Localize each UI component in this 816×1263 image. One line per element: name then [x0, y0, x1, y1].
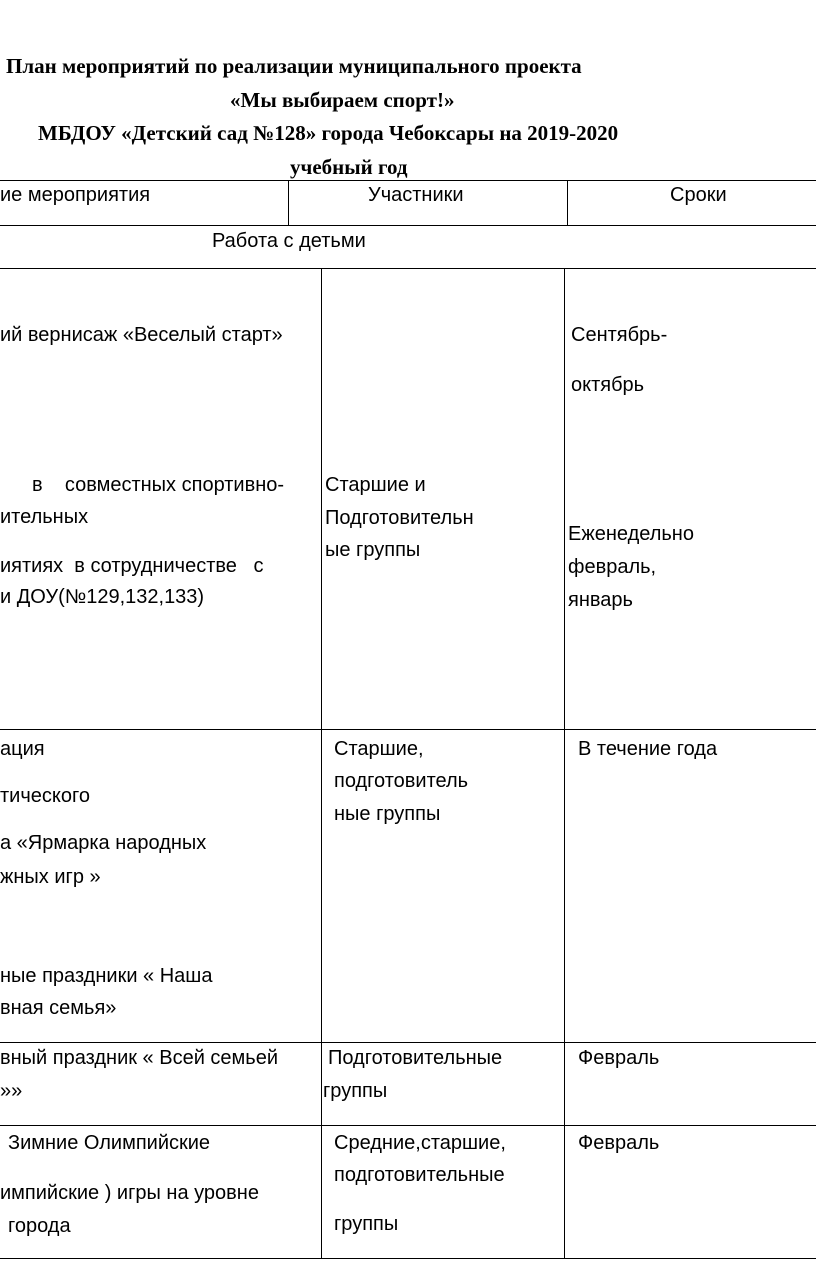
row1-name-5: и ДОУ(№129,132,133) [0, 586, 205, 608]
row2-dates-1: В течение года [578, 738, 718, 760]
row3-participants-1: Подготовительные [328, 1047, 503, 1069]
row1-name-1: ий вернисаж «Веселый старт» [0, 324, 283, 346]
row1-dates-3: Еженедельно [568, 523, 694, 545]
header-participants: Участники [368, 184, 464, 206]
row3-name-1: вный праздник « Всей семьей [0, 1047, 279, 1069]
row2-participants-1: Старшие, [334, 738, 424, 760]
header-dates: Сроки [670, 184, 727, 206]
row3-dates-1: Февраль [578, 1047, 660, 1069]
row4-name-1: Зимние Олимпийские [8, 1132, 211, 1154]
document-title-line-4: учебный год [290, 155, 408, 179]
row1-dates-2: октябрь [571, 374, 645, 396]
document-title-line-2: «Мы выбираем спорт!» [230, 88, 455, 112]
row2-name-4: жных игр » [0, 866, 101, 888]
row3-participants-2: группы [323, 1080, 388, 1102]
row4-name-3: города [8, 1215, 71, 1237]
section-children-work: Работа с детьми [212, 230, 366, 252]
row2-name-3: а «Ярмарка народных [0, 832, 207, 854]
row1-participants-3: ые группы [325, 539, 421, 561]
row1-participants-2: Подготовительн [325, 507, 474, 529]
header-name: ие мероприятия [0, 184, 151, 206]
row1-dates-1: Сентябрь- [571, 324, 668, 346]
row1-participants-1: Старшие и [325, 474, 426, 496]
document-title-line-1: План мероприятий по реализации муниципального проекта [6, 54, 582, 78]
row1-name-2: в совместных спортивно- [32, 474, 285, 496]
row1-dates-4: февраль, [568, 556, 657, 578]
row3-name-2: »» [0, 1080, 23, 1102]
row2-name-6: вная семья» [0, 997, 117, 1019]
row4-participants-3: группы [334, 1213, 399, 1235]
row4-name-2: импийские ) игры на уровне [0, 1182, 259, 1204]
document-title-line-3: МБДОУ «Детский сад №128» города Чебоксары на 2019-2020 [38, 121, 619, 145]
row2-participants-3: ные группы [334, 803, 441, 825]
row2-name-5: ные праздники « Наша [0, 965, 213, 987]
row4-dates-1: Февраль [578, 1132, 660, 1154]
row1-dates-5: январь [568, 589, 633, 611]
row4-participants-1: Средние,старшие, [334, 1132, 506, 1154]
row1-name-3: ительных [0, 506, 89, 528]
row4-participants-2: подготовительные [334, 1164, 505, 1186]
row2-participants-2: подготовитель [334, 770, 469, 792]
row1-name-4: иятиях в сотрудничестве с [0, 555, 264, 577]
row2-name-2: тического [0, 785, 90, 807]
row2-name-1: ация [0, 738, 45, 760]
